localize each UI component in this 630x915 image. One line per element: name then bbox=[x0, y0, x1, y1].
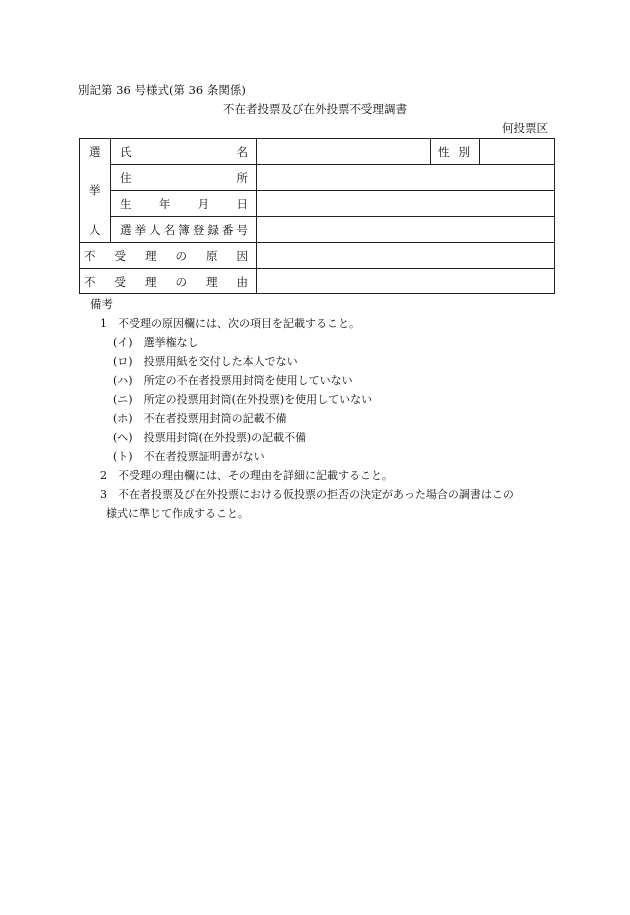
note-item-3-line-2: 様式に準じて作成すること。 bbox=[106, 507, 249, 520]
voter-label-2: 挙 bbox=[89, 183, 101, 197]
note-sub-he: (ヘ) 投票用封筒(在外投票)の記載不備 bbox=[113, 431, 307, 444]
birthdate-field[interactable] bbox=[257, 191, 555, 216]
gender-field[interactable] bbox=[480, 139, 555, 164]
form-reference: 別記第 36 号様式(第 36 条関係) bbox=[78, 83, 246, 97]
name-field[interactable] bbox=[257, 139, 429, 164]
voter-label-1: 選 bbox=[89, 145, 101, 159]
note-item-2: 2 不受理の理由欄には、その理由を詳細に記載すること。 bbox=[100, 469, 393, 482]
gender-label: 性 別 bbox=[438, 145, 470, 159]
document-title: 不在者投票及び在外投票不受理調書 bbox=[223, 102, 407, 116]
note-sub-ni: (ニ) 所定の投票用封筒(在外投票)を使用していない bbox=[113, 393, 373, 406]
note-item-3-line-1: 3 不在者投票及び在外投票における仮投票の拒否の決定があった場合の調書はこの bbox=[100, 488, 514, 501]
note-item-1: 1 不受理の原因欄には、次の項目を記載すること。 bbox=[100, 317, 360, 330]
name-label: 氏 名 bbox=[120, 145, 248, 159]
address-label: 住 所 bbox=[120, 171, 248, 185]
voter-label-3: 人 bbox=[89, 223, 101, 237]
registry-number-label: 選 挙 人 名 簿 登 録 番 号 bbox=[120, 223, 248, 237]
district-label: 何投票区 bbox=[502, 121, 548, 135]
note-sub-to: (ト) 不在者投票証明書がない bbox=[113, 450, 265, 463]
rejection-reason-field[interactable] bbox=[257, 269, 555, 294]
birthdate-label: 生 年 月 日 bbox=[120, 197, 248, 211]
divider bbox=[430, 139, 431, 165]
address-field[interactable] bbox=[257, 165, 555, 190]
rejection-cause-label: 不 受 理 の 原 因 bbox=[84, 249, 248, 263]
notes-heading: 備考 bbox=[90, 297, 113, 311]
form-table bbox=[79, 138, 555, 294]
note-sub-i: (イ) 選挙権なし bbox=[113, 336, 199, 349]
rejection-cause-field[interactable] bbox=[257, 243, 555, 268]
registry-number-field[interactable] bbox=[257, 217, 555, 242]
note-sub-ho: (ホ) 不在者投票用封筒の記載不備 bbox=[113, 412, 287, 425]
rejection-reason-label: 不 受 理 の 理 由 bbox=[84, 275, 248, 289]
note-sub-ro: (ロ) 投票用紙を交付した本人でない bbox=[113, 355, 298, 368]
note-sub-ha: (ハ) 所定の不在者投票用封筒を使用していない bbox=[113, 374, 353, 387]
